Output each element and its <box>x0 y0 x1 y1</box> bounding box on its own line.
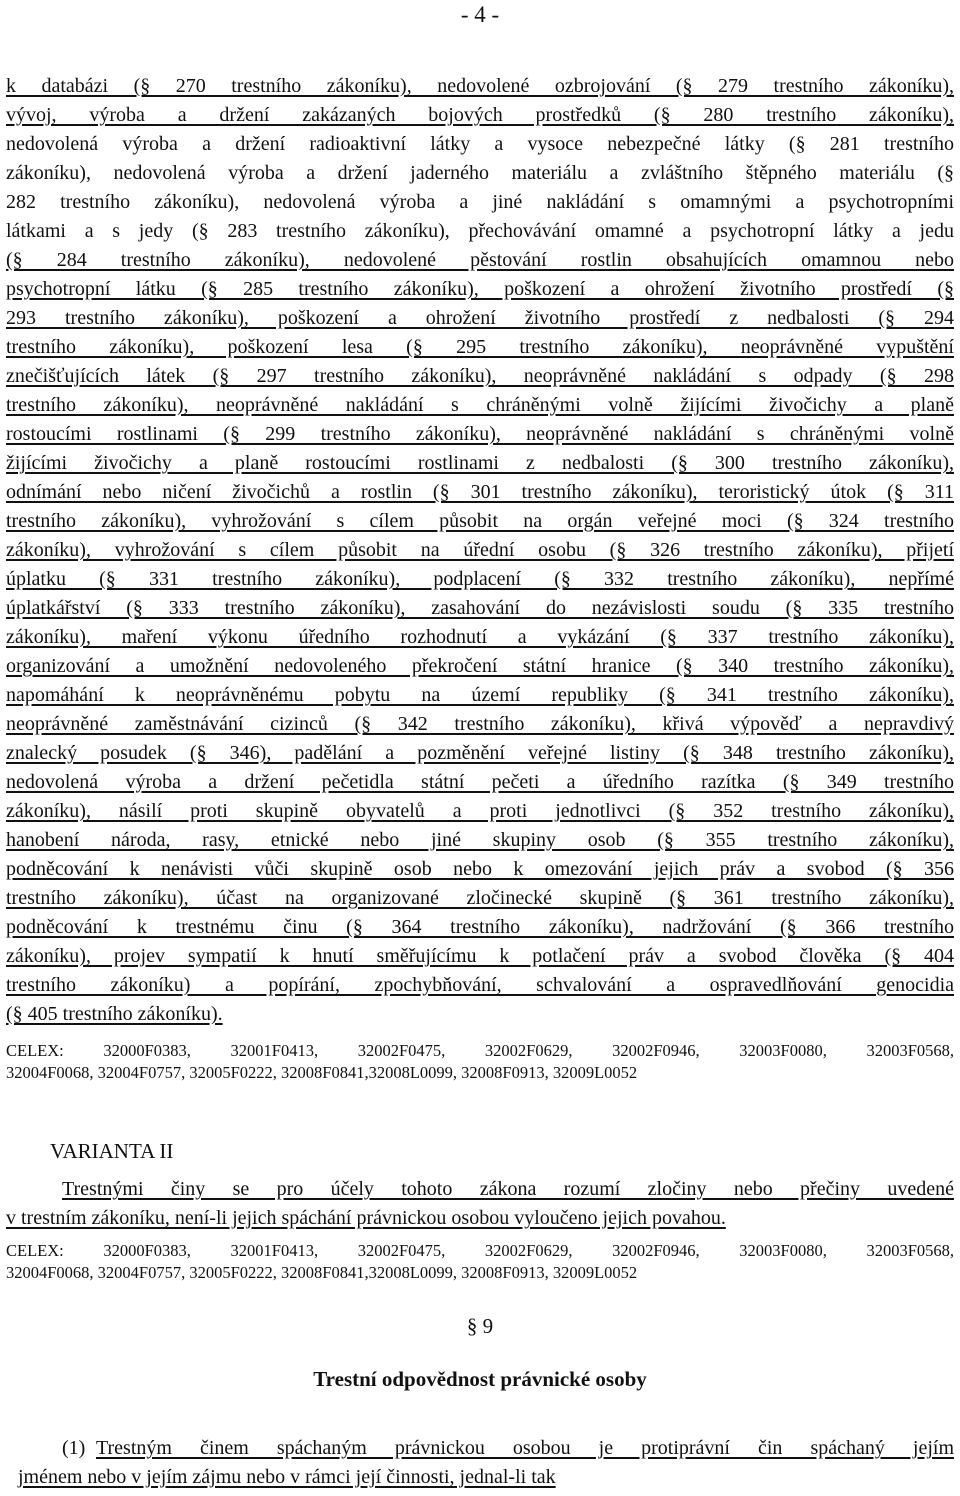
text-line: zákoníku), násilí proti skupině obyvatelů a proti jednotlivci (§ 352 trestního zákoníku), <box>6 800 954 822</box>
text-line: trestního zákoníku), poškození lesa (§ 295 trestního zákoníku), neoprávněné vypuštění <box>6 336 954 358</box>
text-line: podněcování k nenávisti vůči skupině osob nebo k omezování jejich práv a svobod (§ 356 <box>6 858 954 880</box>
text-line: hanobení národa, rasy, etnické nebo jiné skupiny osob (§ 355 trestního zákoníku), <box>6 829 954 851</box>
text-line: znalecký posudek (§ 346), padělání a pozměnění veřejné listiny (§ 348 trestního zákoníku), <box>6 742 954 764</box>
text-line: neoprávněné zaměstnávání cizinců (§ 342 trestního zákoníku), křivá výpověď a nepravdivý <box>6 713 954 735</box>
text-line: žijícími živočichy a planě rostoucími rostlinami z nedbalosti (§ 300 trestního zákoníku), <box>6 452 954 474</box>
text-line: zákoníku), nedovolená výroba a držení jaderného materiálu a zvláštního štěpného materiálu (§ <box>6 162 954 184</box>
text-line: podněcování k trestnému činu (§ 364 trestního zákoníku), nadržování (§ 366 trestního <box>6 916 954 938</box>
text-line: nedovolená výroba a držení pečetidla státní pečeti a úředního razítka (§ 349 trestního <box>6 771 954 793</box>
text-line: k databázi (§ 270 trestního zákoníku), nedovolené ozbrojování (§ 279 trestního zákoníku), <box>6 75 954 97</box>
variant-line: Trestnými činy se pro účely tohoto zákona rozumí zločiny nebo přečiny uvedené <box>62 1178 954 1200</box>
variant-line: v trestním zákoníku, není-li jejich spáchání právnickou osobou vyloučeno jejich povahou. <box>6 1207 726 1229</box>
text-line: zákoníku), projev sympatií k hnutí směřujícímu k potlačení práv a svobod člověka (§ 404 <box>6 945 954 967</box>
text-line: napomáhání k neoprávněnému pobytu na území republiky (§ 341 trestního zákoníku), <box>6 684 954 706</box>
text-line: rostoucími rostlinami (§ 299 trestního zákoníku), neoprávněné nakládání s chráněnými volně <box>6 423 954 445</box>
text-line: trestního zákoníku) a popírání, zpochybňování, schvalování a ospravedlňování genocidia <box>6 974 954 996</box>
section-number: § 9 <box>466 1314 494 1338</box>
text-line: úplatkářství (§ 333 trestního zákoníku), zasahování do nezávislosti soudu (§ 335 trestního <box>6 597 954 619</box>
celex-line: 32004F0068, 32004F0757, 32005F0222, 32008F0841,32008L0099, 32008F0913, 32009L0052 <box>6 1063 638 1082</box>
text-line: látkami a s jedy (§ 283 trestního zákoníku), přechovávání omamné a psychotropní látky a jedu <box>6 220 954 242</box>
page-number: - 4 - <box>460 2 500 27</box>
clause-line: Trestným činem spáchaným právnickou osobou je protiprávní čin spáchaný jejím <box>96 1437 954 1459</box>
text-line: zákoníku), vyhrožování s cílem působit na úřední osobu (§ 326 trestního zákoníku), přijetí <box>6 539 954 561</box>
text-line: odnímání nebo ničení živočichů a rostlin (§ 301 trestního zákoníku), teroristický útok (§ 311 <box>6 481 954 503</box>
section-heading: Trestní odpovědnost právnické osoby <box>313 1367 647 1391</box>
text-line: 293 trestního zákoníku), poškození a ohrožení životního prostředí z nedbalosti (§ 294 <box>6 307 954 329</box>
celex-line: 32004F0068, 32004F0757, 32005F0222, 32008F0841,32008L0099, 32008F0913, 32009L0052 <box>6 1263 638 1282</box>
text-line: zákoníku), maření výkonu úředního rozhodnutí a vykázání (§ 337 trestního zákoníku), <box>6 626 954 648</box>
text-line: trestního zákoníku), účast na organizované zločinecké skupině (§ 361 trestního zákoníku), <box>6 887 954 909</box>
text-line: psychotropní látku (§ 285 trestního zákoníku), poškození a ohrožení životního prostředí (§ <box>6 278 954 300</box>
text-line: vývoj, výroba a držení zakázaných bojových prostředků (§ 280 trestního zákoníku), <box>6 104 954 126</box>
text-line: znečišťujících látek (§ 297 trestního zákoníku), neoprávněné nakládání s odpady (§ 298 <box>6 365 954 387</box>
text-line: trestního zákoníku), vyhrožování s cílem působit na orgán veřejné moci (§ 324 trestního <box>6 510 954 532</box>
clause-number: (1) <box>62 1437 86 1459</box>
text-line: (§ 405 trestního zákoníku). <box>6 1003 223 1025</box>
text-line: organizování a umožnění nedovoleného překročení státní hranice (§ 340 trestního zákoníku), <box>6 655 954 677</box>
clause-line: jménem nebo v jejím zájmu nebo v rámci její činnosti, jednal-li tak <box>18 1466 556 1488</box>
celex-line: CELEX: 32000F0383, 32001F0413, 32002F0475, 32002F0629, 32002F0946, 32003F0080, 32003F0568, <box>6 1241 954 1260</box>
celex-line: CELEX: 32000F0383, 32001F0413, 32002F0475, 32002F0629, 32002F0946, 32003F0080, 32003F0568, <box>6 1041 954 1060</box>
text-line: nedovolená výroba a držení radioaktivní látky a vysoce nebezpečné látky (§ 281 trestního <box>6 133 954 155</box>
text-line: 282 trestního zákoníku), nedovolená výroba a jiné nakládání s omamnými a psychotropními <box>6 191 954 213</box>
text-line: úplatku (§ 331 trestního zákoníku), podplacení (§ 332 trestního zákoníku), nepřímé <box>6 568 954 590</box>
text-line: trestního zákoníku), neoprávněné nakládání s chráněnými volně žijícími živočichy a planě <box>6 394 954 416</box>
variant-title: VARIANTA II <box>50 1139 174 1163</box>
text-line: (§ 284 trestního zákoníku), nedovolené pěstování rostlin obsahujících omamnou nebo <box>6 249 954 271</box>
